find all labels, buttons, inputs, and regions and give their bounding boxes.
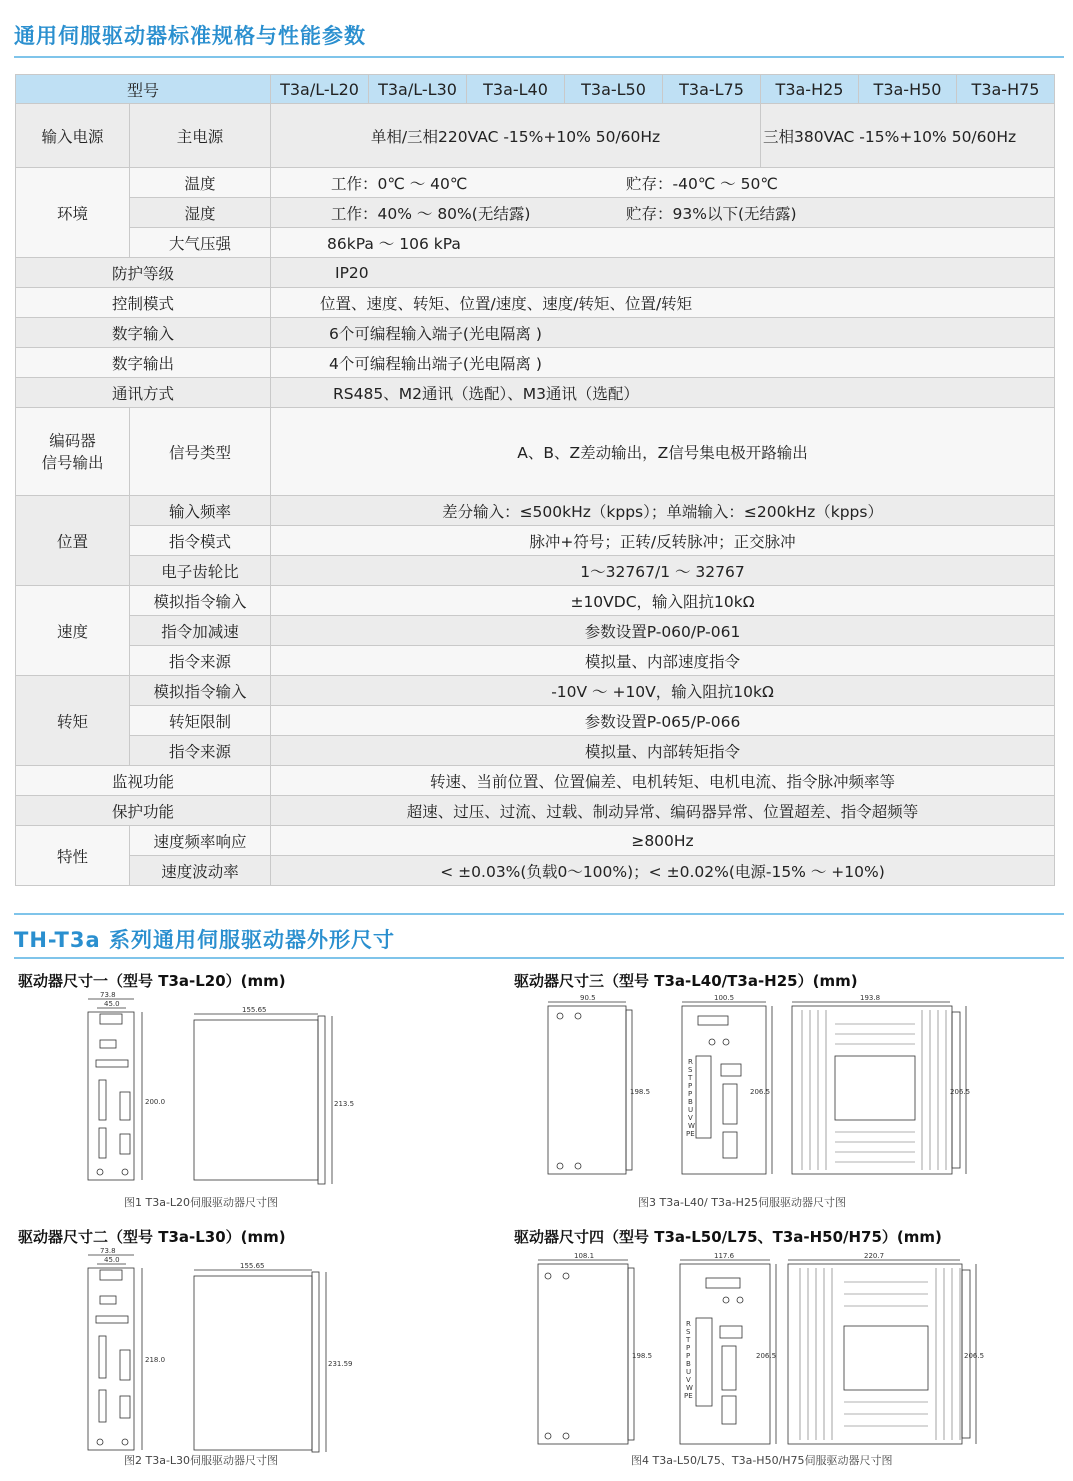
cat-cell: 环境: [16, 168, 130, 258]
dim-heading-3: 驱动器尺寸三（型号 T3a-L40/T3a-H25）(mm): [514, 972, 858, 990]
item-cell: 转矩限制: [130, 706, 271, 736]
caption-4: 图4 T3a-L50/L75、T3a-H50/H75伺服驱动器尺寸图: [631, 1454, 893, 1467]
dim-depth: 155.65: [240, 1262, 265, 1270]
dim-back-w: 90.5: [580, 994, 596, 1002]
value-cell: 脉冲+符号；正转/反转脉冲；正交脉冲: [271, 526, 1055, 556]
svg-text:T: T: [688, 1074, 693, 1082]
table-row: [16, 826, 1055, 856]
svg-text:P: P: [686, 1352, 691, 1360]
dim-front-w: 117.6: [714, 1252, 735, 1260]
model-col: T3a-H25: [761, 75, 859, 104]
table-row: [16, 104, 1055, 168]
dim-w: 73.8: [100, 991, 116, 999]
dim-side-h: 206.5: [950, 1088, 971, 1096]
dim-w2: 45.0: [104, 1256, 120, 1264]
item-cell: 主电源: [130, 104, 271, 168]
value-part: 工作：40% ～ 80%(无结露): [331, 204, 531, 223]
cat-cell: 速度: [16, 586, 130, 676]
svg-text:PE: PE: [686, 1130, 695, 1138]
item-cell: 输入频率: [130, 496, 271, 526]
value-cell: 单相/三相220VAC -15%+10% 50/60Hz: [271, 104, 761, 168]
dim-front-w: 100.5: [714, 994, 735, 1002]
svg-text:B: B: [688, 1098, 693, 1106]
drawing-4: [524, 1250, 1004, 1455]
table-row: [16, 496, 1055, 526]
dim-side-h: 206.5: [964, 1352, 985, 1360]
svg-text:W: W: [688, 1122, 695, 1130]
svg-text:V: V: [688, 1114, 693, 1122]
value-cell: [271, 198, 1055, 228]
item-cell: 防护等级: [16, 258, 271, 288]
drawing-1: [70, 991, 370, 1194]
caption-1: 图1 T3a-L20伺服驱动器尺寸图: [124, 1196, 279, 1209]
spec-section-title: 通用伺服驱动器标准规格与性能参数: [14, 24, 366, 48]
value-cell: 超速、过压、过流、过载、制动异常、编码器异常、位置超差、指令超频等: [271, 796, 1055, 826]
dim-w: 73.8: [100, 1247, 116, 1255]
dim-back-w: 108.1: [574, 1252, 595, 1260]
dim-heading-4: 驱动器尺寸四（型号 T3a-L50/L75、T3a-H50/H75）(mm): [514, 1228, 942, 1246]
item-cell: 控制模式: [16, 288, 271, 318]
dim-heading-2: 驱动器尺寸二（型号 T3a-L30）(mm): [18, 1228, 286, 1246]
table-row: [16, 228, 1055, 258]
value-part: 贮存：93%以下(无结露): [626, 204, 797, 223]
title-rule: [14, 56, 1064, 58]
dim-heading-1: 驱动器尺寸一（型号 T3a-L20）(mm): [18, 972, 286, 990]
value-cell: 差分输入：≤500kHz（kpps）；单端输入：≤200kHz（kpps）: [271, 496, 1055, 526]
dim-front-h: 206.5: [750, 1088, 771, 1096]
table-row: [16, 258, 1055, 288]
value-part: 贮存：-40℃ ～ 50℃: [626, 174, 778, 193]
dim-h: 218.0: [145, 1356, 166, 1364]
item-cell: 监视功能: [16, 766, 271, 796]
dim-front-h: 206.5: [756, 1352, 777, 1360]
value-cell: < ±0.03%(负载0～100%)；< ±0.02%(电源-15% ～ +10%): [271, 856, 1055, 886]
svg-text:P: P: [688, 1090, 693, 1098]
table-row: [16, 408, 1055, 496]
title-rule: [14, 957, 1064, 959]
value-cell: 模拟量、内部速度指令: [271, 646, 1055, 676]
item-cell: 指令来源: [130, 736, 271, 766]
table-row: [16, 766, 1055, 796]
value-cell: RS485、M2通讯（选配）、M3通讯（选配）: [271, 378, 1055, 408]
cat-cell: 位置: [16, 496, 130, 586]
table-row: [16, 348, 1055, 378]
cat-cell: 输入电源: [16, 104, 130, 168]
model-col: T3a-H75: [957, 75, 1055, 104]
terminal-labels: [684, 1320, 693, 1400]
table-row: [16, 646, 1055, 676]
item-cell: 信号类型: [130, 408, 271, 496]
svg-text:B: B: [686, 1360, 691, 1368]
item-cell: 指令模式: [130, 526, 271, 556]
dim-section-title: TH-T3a 系列通用伺服驱动器外形尺寸: [14, 928, 395, 952]
cat-line: 信号输出: [41, 453, 104, 472]
terminal-labels: [686, 1058, 695, 1138]
table-row: [16, 556, 1055, 586]
dim-side-w: 193.8: [860, 994, 881, 1002]
item-cell: 数字输入: [16, 318, 271, 348]
cat-cell: 特性: [16, 826, 130, 886]
value-cell: 1～32767/1 ～ 32767: [271, 556, 1055, 586]
table-row: [16, 198, 1055, 228]
table-row: [16, 676, 1055, 706]
dim-back-h: 198.5: [632, 1352, 653, 1360]
item-cell: 模拟指令输入: [130, 676, 271, 706]
item-cell: 模拟指令输入: [130, 586, 271, 616]
item-cell: 通讯方式: [16, 378, 271, 408]
item-cell: 湿度: [130, 198, 271, 228]
value-cell: IP20: [271, 258, 1055, 288]
value-cell: 三相380VAC -15%+10% 50/60Hz: [761, 104, 1055, 168]
item-cell: 速度频率响应: [130, 826, 271, 856]
value-part: 86kPa ～ 106 kPa: [327, 234, 461, 253]
value-part: 工作：0℃ ～ 40℃: [331, 174, 468, 193]
svg-text:P: P: [688, 1082, 693, 1090]
dim-depth: 155.65: [242, 1006, 267, 1014]
dim-side-h: 231.59: [328, 1360, 353, 1368]
model-col: T3a-L40: [467, 75, 565, 104]
cat-line: 编码器: [49, 431, 96, 450]
svg-text:P: P: [686, 1344, 691, 1352]
item-cell: 指令来源: [130, 646, 271, 676]
value-cell: 参数设置P-065/P-066: [271, 706, 1055, 736]
item-cell: 保护功能: [16, 796, 271, 826]
drawing-3: [530, 994, 990, 1194]
table-row: [16, 796, 1055, 826]
svg-text:T: T: [686, 1336, 691, 1344]
svg-text:R: R: [688, 1058, 693, 1066]
item-cell: 电子齿轮比: [130, 556, 271, 586]
dim-w2: 45.0: [104, 1000, 120, 1008]
section-rule: [14, 913, 1064, 915]
model-col: T3a/L-L30: [369, 75, 467, 104]
spec-table: [15, 74, 1055, 886]
dim-back-h: 198.5: [630, 1088, 651, 1096]
model-label: 型号: [16, 75, 271, 104]
table-row: [16, 288, 1055, 318]
model-col: T3a-L50: [565, 75, 663, 104]
svg-text:U: U: [686, 1368, 692, 1376]
value-cell: -10V ～ +10V，输入阻抗10kΩ: [271, 676, 1055, 706]
value-cell: 转速、当前位置、位置偏差、电机转矩、电机电流、指令脉冲频率等: [271, 766, 1055, 796]
value-cell: ±10VDC，输入阻抗10kΩ: [271, 586, 1055, 616]
table-row: [16, 616, 1055, 646]
item-cell: 温度: [130, 168, 271, 198]
table-row: [16, 378, 1055, 408]
svg-text:U: U: [688, 1106, 694, 1114]
model-col: T3a-H50: [859, 75, 957, 104]
table-row: [16, 526, 1055, 556]
cat-cell: 转矩: [16, 676, 130, 766]
model-col: T3a/L-L20: [271, 75, 369, 104]
table-row: [16, 856, 1055, 886]
value-cell: 6个可编程输入端子(光电隔离 ): [271, 318, 1055, 348]
cat-cell: [16, 408, 130, 496]
value-cell: 参数设置P-060/P-061: [271, 616, 1055, 646]
value-cell: ≥800Hz: [271, 826, 1055, 856]
svg-text:V: V: [686, 1376, 691, 1384]
svg-text:PE: PE: [684, 1392, 693, 1400]
table-row: [16, 168, 1055, 198]
table-row: [16, 706, 1055, 736]
svg-text:S: S: [686, 1328, 691, 1336]
svg-text:R: R: [686, 1320, 691, 1328]
value-cell: A、B、Z差动输出，Z信号集电极开路输出: [271, 408, 1055, 496]
value-cell: 模拟量、内部转矩指令: [271, 736, 1055, 766]
caption-2: 图2 T3a-L30伺服驱动器尺寸图: [124, 1454, 279, 1467]
dim-side-h: 213.5: [334, 1100, 355, 1108]
model-col: T3a-L75: [663, 75, 761, 104]
value-cell: 位置、速度、转矩、位置/速度、速度/转矩、位置/转矩: [271, 288, 1055, 318]
drawing-2: [70, 1247, 370, 1450]
table-row: [16, 736, 1055, 766]
svg-text:S: S: [688, 1066, 693, 1074]
table-row: [16, 318, 1055, 348]
value-cell: [271, 228, 1055, 258]
item-cell: 指令加减速: [130, 616, 271, 646]
dim-h: 200.0: [145, 1098, 166, 1106]
item-cell: 数字输出: [16, 348, 271, 378]
table-row: [16, 586, 1055, 616]
value-cell: 4个可编程输出端子(光电隔离 ): [271, 348, 1055, 378]
item-cell: 速度波动率: [130, 856, 271, 886]
svg-text:W: W: [686, 1384, 693, 1392]
caption-3: 图3 T3a-L40/ T3a-H25伺服驱动器尺寸图: [638, 1196, 846, 1209]
dim-side-w: 220.7: [864, 1252, 885, 1260]
value-cell: [271, 168, 1055, 198]
item-cell: 大气压强: [130, 228, 271, 258]
header-row: [16, 75, 1055, 104]
